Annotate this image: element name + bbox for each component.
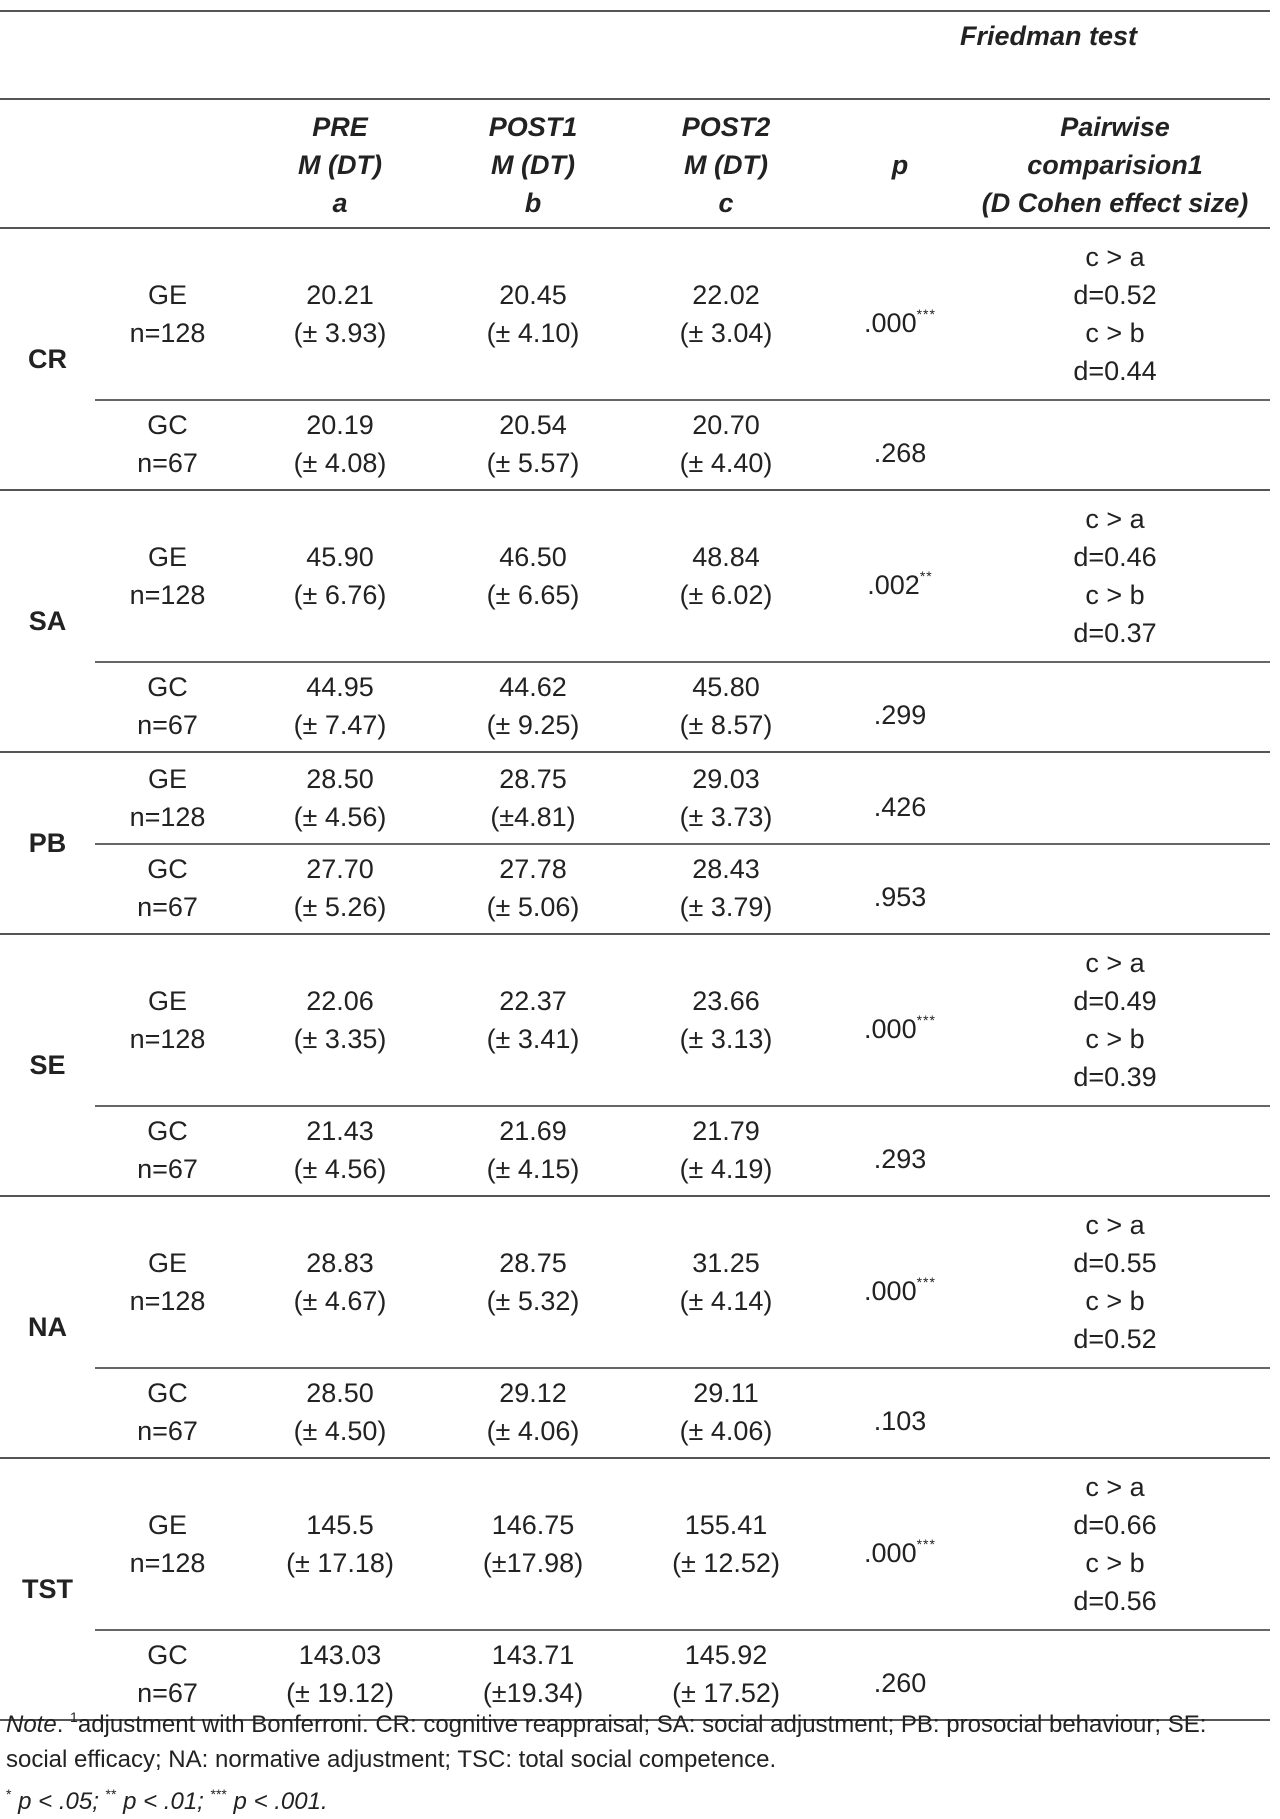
post1-sd: (±19.34): [482, 1678, 584, 1708]
post2-mean: 22.02: [692, 280, 760, 310]
pre-sd: (± 6.76): [293, 580, 387, 610]
p-value: .000: [864, 308, 917, 338]
post2-mean: 28.43: [692, 854, 760, 884]
pairwise-line: c > a: [1085, 948, 1145, 978]
sig-text-3: p < .001.: [233, 1788, 328, 1815]
group-label: GC: [147, 1640, 188, 1670]
p-value-cell: [845, 779, 955, 826]
pairwise-line: c > a: [1085, 1210, 1145, 1240]
post2-sd: (± 4.06): [679, 1416, 773, 1446]
block-divider: [0, 489, 1270, 491]
pairwise-line: c > b: [1085, 1024, 1145, 1054]
sig-text-2: p < .01;: [123, 1788, 204, 1815]
post2-sd: (± 4.40): [679, 448, 773, 478]
pre-sd: (± 7.47): [293, 710, 387, 740]
pre-sd: (± 3.93): [293, 318, 387, 348]
post1-sd: (±17.98): [482, 1548, 584, 1578]
pairwise-line: c > b: [1085, 318, 1145, 348]
p-value: .000: [864, 1014, 917, 1044]
note-line-2: social efficacy; NA: normative adjustment; TSC: total social competence.: [6, 1746, 777, 1773]
pre-header-line3: a: [332, 188, 348, 218]
variable-label: TST: [22, 1574, 73, 1604]
p-value-cell: [845, 1001, 955, 1048]
significance-stars: ***: [916, 1012, 936, 1028]
pre-mean: 21.43: [306, 1116, 374, 1146]
post2-mean: 45.80: [692, 672, 760, 702]
p-value-cell: [845, 557, 955, 604]
p-value: .000: [864, 1538, 917, 1568]
pre-header-line1: PRE: [312, 112, 368, 142]
block-divider: [0, 751, 1270, 753]
block-divider: [0, 1195, 1270, 1197]
post1-mean: 46.50: [499, 542, 567, 572]
sig-stars-3: ***: [210, 1786, 227, 1802]
pre-mean: 28.50: [306, 764, 374, 794]
note-label: Note: [6, 1711, 57, 1738]
group-label: GE: [147, 986, 187, 1016]
post1-sd: (± 5.57): [486, 448, 580, 478]
post2-sd: (± 3.13): [679, 1024, 773, 1054]
p-value: .002: [867, 570, 920, 600]
sig-text-1: p < .05;: [18, 1788, 99, 1815]
pairwise-line: d=0.49: [1073, 986, 1157, 1016]
pairwise-line: d=0.37: [1073, 618, 1157, 648]
note-superscript: 1: [70, 1709, 78, 1725]
post2-sd: (± 12.52): [672, 1548, 780, 1578]
post2-mean: 145.92: [684, 1640, 768, 1670]
p-value-cell: [845, 295, 955, 342]
pairwise-line: d=0.52: [1073, 1324, 1157, 1354]
p-value-cell: [845, 1263, 955, 1310]
post2-sd: (± 6.02): [679, 580, 773, 610]
pairwise-line: d=0.44: [1073, 356, 1157, 386]
pre-sd: (± 5.26): [293, 892, 387, 922]
group-label: GE: [147, 764, 187, 794]
post2-sd: (± 3.79): [679, 892, 773, 922]
variable-label: SA: [28, 606, 67, 636]
variable-label: PB: [28, 828, 67, 858]
group-n: n=128: [129, 1548, 206, 1578]
group-label: GC: [147, 672, 188, 702]
post1-mean: 28.75: [499, 764, 567, 794]
p-value: .000: [864, 1276, 917, 1306]
post2-mean: 155.41: [684, 1510, 768, 1540]
post1-sd: (± 5.06): [486, 892, 580, 922]
post1-mean: 27.78: [499, 854, 567, 884]
pairwise-line: c > b: [1085, 1548, 1145, 1578]
group-label: GE: [147, 542, 187, 572]
pairwise-line: c > b: [1085, 1286, 1145, 1316]
sig-stars-1: *: [6, 1786, 12, 1802]
pre-sd: (± 4.08): [293, 448, 387, 478]
group-divider: [95, 661, 1270, 663]
group-label: GE: [147, 1248, 187, 1278]
group-n: n=67: [137, 1416, 198, 1446]
significance-stars: ***: [916, 1536, 936, 1552]
post2-mean: 29.11: [693, 1378, 759, 1408]
pre-mean: 28.83: [306, 1248, 374, 1278]
p-value-cell: [845, 1393, 955, 1440]
p-value-cell: [845, 425, 955, 472]
post2-sd: (± 8.57): [679, 710, 773, 740]
p-value: .293: [873, 1144, 927, 1174]
post2-header-line3: c: [718, 188, 734, 218]
pairwise-line: d=0.52: [1073, 280, 1157, 310]
pre-mean: 22.06: [306, 986, 374, 1016]
group-divider: [95, 843, 1270, 845]
pre-mean: 145.5: [306, 1510, 374, 1540]
pre-mean: 28.50: [306, 1378, 374, 1408]
post1-mean: 146.75: [491, 1510, 575, 1540]
group-n: n=128: [129, 318, 206, 348]
group-n: n=67: [137, 892, 198, 922]
post1-sd: (± 3.41): [486, 1024, 580, 1054]
note-text-1: adjustment with Bonferroni. CR: cognitive reappraisal; SA: social adjustment; PB: prosocial behaviour; SE:: [77, 1711, 1207, 1738]
group-n: n=67: [137, 1154, 198, 1184]
post1-sd: (± 4.15): [486, 1154, 580, 1184]
post2-sd: (± 3.04): [679, 318, 773, 348]
pre-sd: (± 17.18): [286, 1548, 394, 1578]
block-divider: [0, 933, 1270, 935]
post1-sd: (± 5.32): [486, 1286, 580, 1316]
pairwise-line: d=0.46: [1073, 542, 1157, 572]
group-n: n=128: [129, 802, 206, 832]
group-divider: [95, 1367, 1270, 1369]
post1-mean: 44.62: [499, 672, 567, 702]
p-value: .268: [873, 438, 927, 468]
group-divider: [95, 1629, 1270, 1631]
p-value-cell: [845, 687, 955, 734]
post2-mean: 20.70: [692, 410, 760, 440]
pairwise-line: d=0.56: [1073, 1586, 1157, 1616]
group-n: n=67: [137, 1678, 198, 1708]
post1-header-line3: b: [524, 188, 542, 218]
post2-mean: 48.84: [692, 542, 760, 572]
pairwise-line: d=0.66: [1073, 1510, 1157, 1540]
pre-mean: 27.70: [306, 854, 374, 884]
post1-sd: (± 9.25): [486, 710, 580, 740]
pre-sd: (± 4.50): [293, 1416, 387, 1446]
post1-sd: (± 4.06): [486, 1416, 580, 1446]
group-n: n=128: [129, 1024, 206, 1054]
p-value: .953: [873, 882, 927, 912]
variable-label: SE: [29, 1050, 66, 1080]
variable-label: CR: [28, 344, 67, 374]
post1-mean: 29.12: [499, 1378, 567, 1408]
group-label: GE: [147, 280, 187, 310]
friedman-test-heading: Friedman test: [960, 21, 1138, 51]
pre-mean: 44.95: [306, 672, 374, 702]
p-value: .260: [873, 1668, 927, 1698]
pre-header-line2: M (DT): [298, 150, 382, 180]
group-n: n=128: [129, 1286, 206, 1316]
post2-header-line1: POST2: [681, 112, 771, 142]
pairwise-line: c > b: [1085, 580, 1145, 610]
post1-header-line2: M (DT): [491, 150, 575, 180]
pre-sd: (± 4.56): [293, 1154, 387, 1184]
group-label: GC: [147, 1378, 188, 1408]
pre-mean: 20.19: [306, 410, 374, 440]
pairwise-line: d=0.55: [1073, 1248, 1157, 1278]
pairwise-line: d=0.39: [1073, 1062, 1157, 1092]
significance-stars: ***: [916, 306, 936, 322]
post2-sd: (± 4.14): [679, 1286, 773, 1316]
pairwise-header-line2: comparision1: [1027, 150, 1203, 180]
post2-mean: 29.03: [692, 764, 760, 794]
significance-legend: [6, 1777, 1274, 1819]
p-value-cell: [845, 1131, 955, 1178]
p-value: .103: [873, 1406, 927, 1436]
p-value-cell: [845, 1655, 955, 1702]
table-top-rule: [0, 10, 1270, 12]
post1-mean: 143.71: [491, 1640, 575, 1670]
post2-mean: 31.25: [692, 1248, 760, 1278]
p-value-cell: [845, 1525, 955, 1572]
sig-stars-2: **: [105, 1786, 117, 1802]
p-value: .426: [873, 792, 927, 822]
post1-sd: (± 4.10): [486, 318, 580, 348]
p-value: .299: [873, 700, 927, 730]
post2-header-line2: M (DT): [684, 150, 768, 180]
group-n: n=67: [137, 448, 198, 478]
header-rule: [0, 98, 1270, 100]
post1-sd: (± 6.65): [486, 580, 580, 610]
post1-sd: (±4.81): [490, 802, 576, 832]
group-label: GC: [147, 1116, 188, 1146]
pairwise-line: c > a: [1085, 1472, 1145, 1502]
post1-mean: 21.69: [499, 1116, 567, 1146]
pairwise-header-line1: Pairwise: [1060, 112, 1170, 142]
header-bottom-rule: [0, 227, 1270, 229]
group-divider: [95, 1105, 1270, 1107]
block-divider: [0, 1457, 1270, 1459]
post2-sd: (± 3.73): [679, 802, 773, 832]
post2-sd: (± 4.19): [679, 1154, 773, 1184]
post1-mean: 20.54: [499, 410, 567, 440]
post1-header-line1: POST1: [488, 112, 578, 142]
pre-sd: (± 4.67): [293, 1286, 387, 1316]
group-n: n=128: [129, 580, 206, 610]
pre-sd: (± 19.12): [286, 1678, 394, 1708]
pre-mean: 143.03: [298, 1640, 382, 1670]
post1-mean: 28.75: [499, 1248, 567, 1278]
post2-mean: 23.66: [692, 986, 760, 1016]
group-label: GC: [147, 410, 188, 440]
pre-sd: (± 4.56): [293, 802, 387, 832]
pre-mean: 45.90: [306, 542, 374, 572]
pairwise-line: c > a: [1085, 504, 1145, 534]
p-value-cell: [845, 869, 955, 916]
post2-mean: 21.79: [692, 1116, 760, 1146]
pre-sd: (± 3.35): [293, 1024, 387, 1054]
post1-mean: 20.45: [499, 280, 567, 310]
group-label: GC: [147, 854, 188, 884]
pairwise-header-line3: (D Cohen effect size): [981, 188, 1249, 218]
table-note: [6, 1700, 1274, 1819]
significance-stars: ***: [916, 1274, 936, 1290]
group-divider: [95, 399, 1270, 401]
pre-mean: 20.21: [306, 280, 374, 310]
significance-stars: **: [919, 568, 933, 584]
group-label: GE: [147, 1510, 187, 1540]
pairwise-line: c > a: [1085, 242, 1145, 272]
post1-mean: 22.37: [499, 986, 567, 1016]
post2-sd: (± 17.52): [672, 1678, 780, 1708]
note-line-1: Note. $^1$adjustment with Bonferroni. CR: cognitive reappraisal; SA: social adjustment; PB: prosocial behaviour; SE:: [6, 1709, 1207, 1738]
group-n: n=67: [137, 710, 198, 740]
p-header: p: [891, 150, 909, 180]
variable-label: NA: [28, 1312, 67, 1342]
